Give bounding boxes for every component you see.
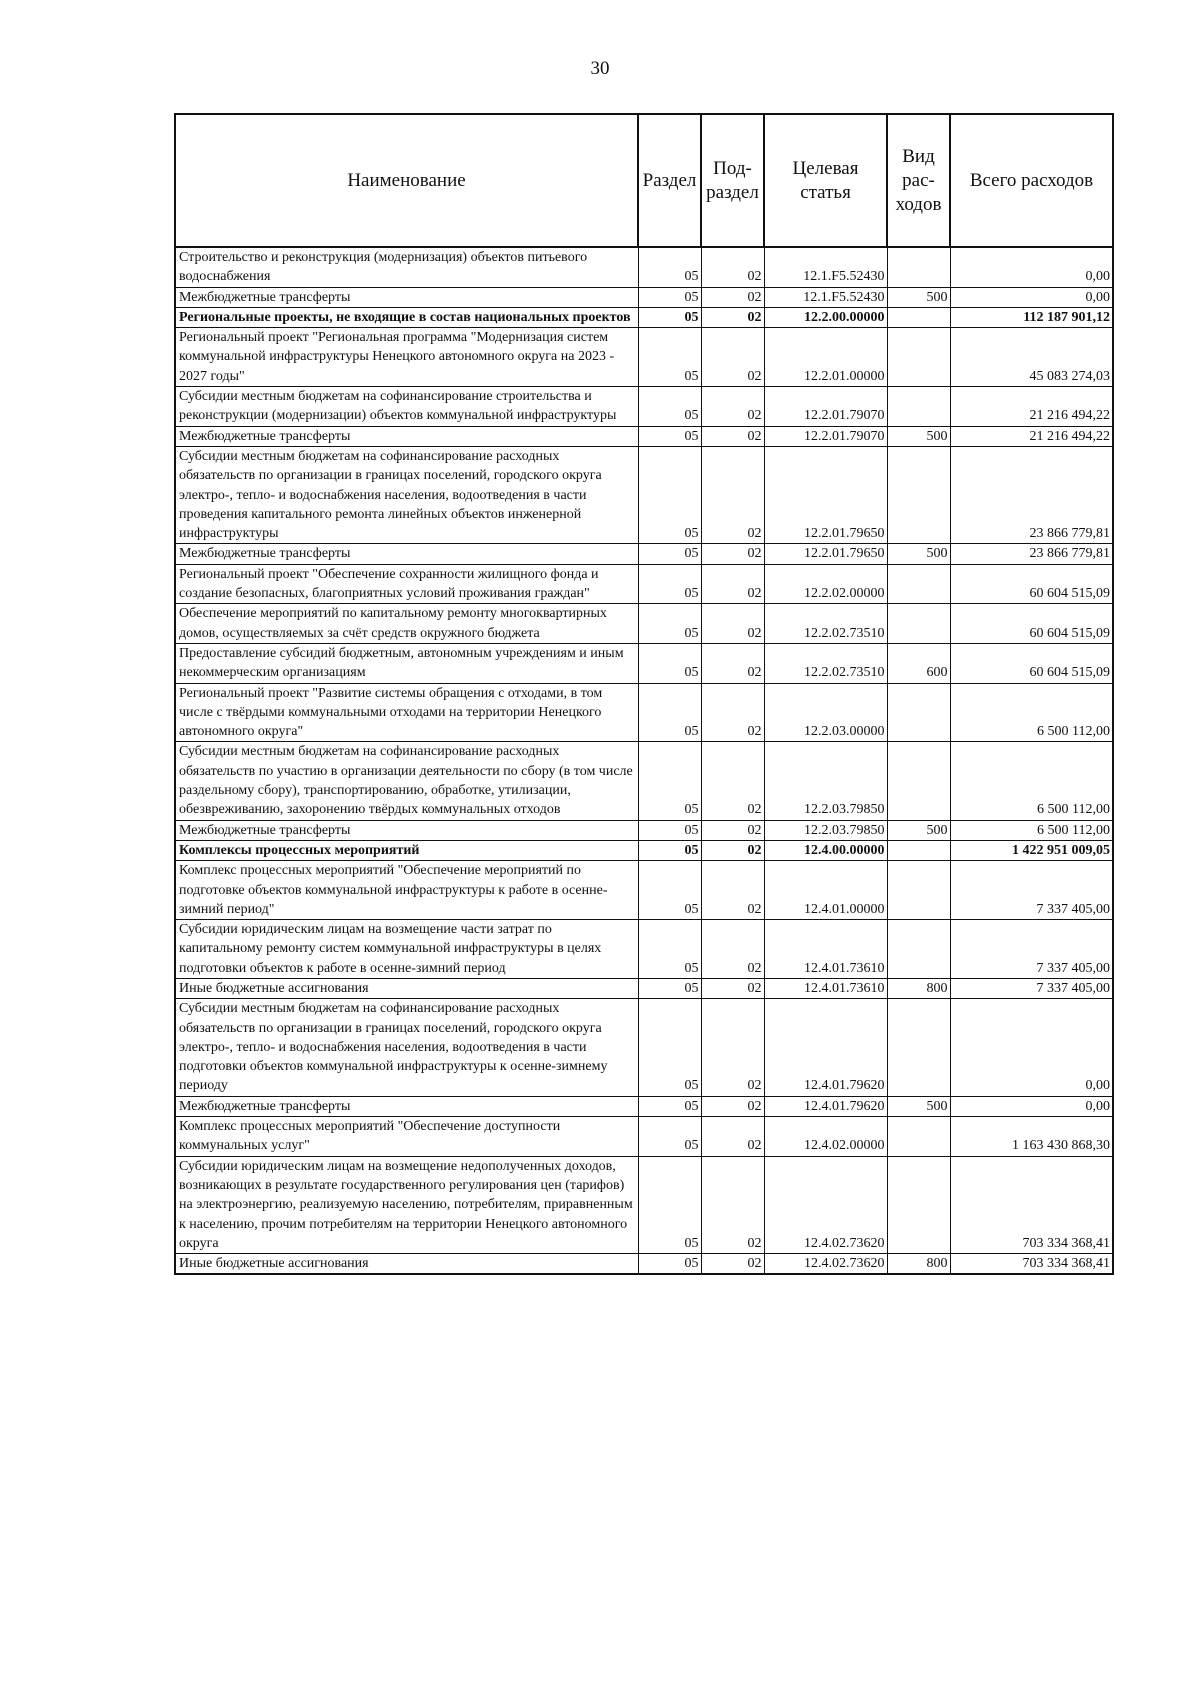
row-podrazdel: 02: [701, 287, 764, 307]
row-expense-type: [887, 247, 950, 287]
row-podrazdel: 02: [701, 1117, 764, 1157]
row-podrazdel: 02: [701, 426, 764, 446]
row-razdel: 05: [638, 446, 701, 543]
header-podrazdel: Под- раздел: [701, 114, 764, 247]
page-number: 30: [590, 58, 610, 79]
row-name: Иные бюджетные ассигнования: [175, 1254, 638, 1275]
header-vid: Вид рас- ходов: [887, 114, 950, 247]
table-row: [175, 1117, 1113, 1157]
row-total: 60 604 515,09: [950, 643, 1113, 683]
row-target-article: 12.2.03.00000: [764, 683, 887, 742]
row-total: 6 500 112,00: [950, 820, 1113, 840]
row-razdel: 05: [638, 999, 701, 1096]
row-name: Межбюджетные трансферты: [175, 544, 638, 564]
row-target-article: 12.4.00.00000: [764, 840, 887, 860]
row-expense-type: 600: [887, 643, 950, 683]
row-name: Межбюджетные трансферты: [175, 1096, 638, 1116]
row-razdel: 05: [638, 604, 701, 644]
row-total: 21 216 494,22: [950, 426, 1113, 446]
row-total: 703 334 368,41: [950, 1156, 1113, 1253]
header-total: Всего расходов: [950, 114, 1113, 247]
table-header: [175, 114, 1113, 247]
row-target-article: 12.2.02.73510: [764, 643, 887, 683]
row-name: Региональные проекты, не входящие в состав национальных проектов: [175, 307, 638, 327]
row-razdel: 05: [638, 307, 701, 327]
row-total: 45 083 274,03: [950, 328, 1113, 387]
table-row: [175, 920, 1113, 979]
row-target-article: 12.2.01.00000: [764, 328, 887, 387]
row-name: Строительство и реконструкция (модернизация) объектов питьевого водоснабжения: [175, 247, 638, 287]
row-total: 60 604 515,09: [950, 604, 1113, 644]
row-razdel: 05: [638, 820, 701, 840]
table-row: [175, 1156, 1113, 1253]
row-razdel: 05: [638, 643, 701, 683]
table-row: [175, 307, 1113, 327]
row-name: Межбюджетные трансферты: [175, 287, 638, 307]
row-total: 0,00: [950, 999, 1113, 1096]
row-podrazdel: 02: [701, 683, 764, 742]
table-row: [175, 643, 1113, 683]
row-expense-type: [887, 861, 950, 920]
row-razdel: 05: [638, 564, 701, 604]
row-total: 0,00: [950, 247, 1113, 287]
row-expense-type: 800: [887, 978, 950, 998]
table-row: [175, 978, 1113, 998]
row-target-article: 12.2.00.00000: [764, 307, 887, 327]
row-razdel: 05: [638, 1254, 701, 1275]
table-row: [175, 564, 1113, 604]
row-target-article: 12.4.02.00000: [764, 1117, 887, 1157]
table-row: [175, 1096, 1113, 1116]
row-total: 0,00: [950, 1096, 1113, 1116]
row-razdel: 05: [638, 287, 701, 307]
header-target: Целевая статья: [764, 114, 887, 247]
row-target-article: 12.4.01.00000: [764, 861, 887, 920]
row-podrazdel: 02: [701, 1254, 764, 1275]
row-podrazdel: 02: [701, 999, 764, 1096]
row-total: 1 422 951 009,05: [950, 840, 1113, 860]
row-name: Субсидии юридическим лицам на возмещение недополученных доходов, возникающих в результате государственного регулирования цен (тарифов) на электроэнергию, реализуемую населению, потребителям, приравненным к населению, прочим потребителям на территории Ненецкого автономного округа: [175, 1156, 638, 1253]
row-name: Комплекс процессных мероприятий "Обеспечение доступности коммунальных услуг": [175, 1117, 638, 1157]
row-razdel: 05: [638, 1156, 701, 1253]
row-name: Обеспечение мероприятий по капитальному ремонту многоквартирных домов, осуществляемых за счёт средств окружного бюджета: [175, 604, 638, 644]
table-row: [175, 683, 1113, 742]
row-podrazdel: 02: [701, 742, 764, 820]
row-razdel: 05: [638, 387, 701, 427]
row-total: 21 216 494,22: [950, 387, 1113, 427]
row-target-article: 12.2.01.79070: [764, 387, 887, 427]
row-razdel: 05: [638, 1117, 701, 1157]
row-target-article: 12.4.01.73610: [764, 920, 887, 979]
row-expense-type: 500: [887, 820, 950, 840]
row-razdel: 05: [638, 861, 701, 920]
budget-table: [174, 113, 1114, 1275]
row-podrazdel: 02: [701, 820, 764, 840]
row-expense-type: [887, 1156, 950, 1253]
row-name: Межбюджетные трансферты: [175, 426, 638, 446]
row-total: 703 334 368,41: [950, 1254, 1113, 1275]
row-target-article: 12.4.01.79620: [764, 999, 887, 1096]
row-podrazdel: 02: [701, 247, 764, 287]
table-body: [175, 247, 1113, 1274]
row-name: Комплекс процессных мероприятий "Обеспечение мероприятий по подготовке объектов коммунальной инфраструктуры к работе в осенне-зимний период": [175, 861, 638, 920]
row-name: Субсидии местным бюджетам на софинансирование расходных обязательств по организации в границах поселений, городского округа электро-, тепло- и водоснабжения населения, водоотведения в части подготовки объектов коммунальной инфраструктуры к осенне-зимнему периоду: [175, 999, 638, 1096]
row-name: Предоставление субсидий бюджетным, автономным учреждениям и иным некоммерческим организациям: [175, 643, 638, 683]
row-total: 6 500 112,00: [950, 742, 1113, 820]
row-razdel: 05: [638, 247, 701, 287]
row-razdel: 05: [638, 1096, 701, 1116]
table-row: [175, 387, 1113, 427]
row-podrazdel: 02: [701, 564, 764, 604]
row-podrazdel: 02: [701, 307, 764, 327]
row-expense-type: [887, 307, 950, 327]
row-target-article: 12.4.02.73620: [764, 1156, 887, 1253]
table-row: [175, 1254, 1113, 1275]
row-total: 23 866 779,81: [950, 446, 1113, 543]
row-expense-type: 500: [887, 1096, 950, 1116]
row-name: Субсидии местным бюджетам на софинансирование расходных обязательств по организации в границах поселений, городского округа электро-, тепло- и водоснабжения населения, водоотведения в части проведения капитального ремонта линейных объектов инженерной инфраструктуры: [175, 446, 638, 543]
row-podrazdel: 02: [701, 328, 764, 387]
row-expense-type: [887, 920, 950, 979]
row-podrazdel: 02: [701, 1096, 764, 1116]
row-total: 7 337 405,00: [950, 861, 1113, 920]
table-row: [175, 840, 1113, 860]
row-podrazdel: 02: [701, 446, 764, 543]
row-expense-type: [887, 328, 950, 387]
row-name: Комплексы процессных мероприятий: [175, 840, 638, 860]
row-target-article: 12.1.F5.52430: [764, 287, 887, 307]
row-razdel: 05: [638, 978, 701, 998]
row-total: 7 337 405,00: [950, 978, 1113, 998]
table-row: [175, 544, 1113, 564]
row-target-article: 12.4.02.73620: [764, 1254, 887, 1275]
row-target-article: 12.4.01.73610: [764, 978, 887, 998]
row-podrazdel: 02: [701, 861, 764, 920]
row-total: 6 500 112,00: [950, 683, 1113, 742]
row-expense-type: [887, 446, 950, 543]
row-podrazdel: 02: [701, 604, 764, 644]
row-razdel: 05: [638, 840, 701, 860]
row-target-article: 12.1.F5.52430: [764, 247, 887, 287]
row-expense-type: [887, 742, 950, 820]
row-total: 1 163 430 868,30: [950, 1117, 1113, 1157]
row-name: Региональный проект "Обеспечение сохранности жилищного фонда и создание безопасных, благоприятных условий проживания граждан": [175, 564, 638, 604]
header-name: Наименование: [175, 114, 638, 247]
row-expense-type: [887, 387, 950, 427]
row-podrazdel: 02: [701, 387, 764, 427]
row-razdel: 05: [638, 328, 701, 387]
row-expense-type: [887, 604, 950, 644]
table-row: [175, 247, 1113, 287]
table-row: [175, 426, 1113, 446]
row-expense-type: [887, 683, 950, 742]
row-expense-type: [887, 1117, 950, 1157]
table-row: [175, 820, 1113, 840]
row-name: Межбюджетные трансферты: [175, 820, 638, 840]
row-podrazdel: 02: [701, 840, 764, 860]
row-name: Субсидии местным бюджетам на софинансирование строительства и реконструкции (модернизации) объектов коммунальной инфраструктуры: [175, 387, 638, 427]
row-expense-type: 500: [887, 287, 950, 307]
row-podrazdel: 02: [701, 544, 764, 564]
row-target-article: 12.2.02.73510: [764, 604, 887, 644]
row-expense-type: 500: [887, 426, 950, 446]
row-target-article: 12.2.01.79650: [764, 544, 887, 564]
row-name: Субсидии местным бюджетам на софинансирование расходных обязательств по участию в организации деятельности по сбору (в том числе раздельному сбору), транспортированию, обработке, утилизации, обезвреживанию, захоронению твёрдых коммунальных отходов: [175, 742, 638, 820]
table-row: [175, 861, 1113, 920]
row-expense-type: 800: [887, 1254, 950, 1275]
row-razdel: 05: [638, 920, 701, 979]
row-expense-type: [887, 999, 950, 1096]
row-target-article: 12.2.02.00000: [764, 564, 887, 604]
row-total: 23 866 779,81: [950, 544, 1113, 564]
row-podrazdel: 02: [701, 978, 764, 998]
row-razdel: 05: [638, 544, 701, 564]
row-expense-type: [887, 840, 950, 860]
row-total: 112 187 901,12: [950, 307, 1113, 327]
table-row: [175, 287, 1113, 307]
table-row: [175, 328, 1113, 387]
row-expense-type: [887, 564, 950, 604]
table-row: [175, 742, 1113, 820]
header-razdel: Раздел: [638, 114, 701, 247]
row-name: Региональный проект "Развитие системы обращения с отходами, в том числе с твёрдыми коммунальными отходами на территории Ненецкого автономного округа": [175, 683, 638, 742]
row-total: 7 337 405,00: [950, 920, 1113, 979]
table-row: [175, 604, 1113, 644]
row-name: Субсидии юридическим лицам на возмещение части затрат по капитальному ремонту систем коммунальной инфраструктуры в целях подготовки объектов к работе в осенне-зимний период: [175, 920, 638, 979]
row-target-article: 12.2.01.79070: [764, 426, 887, 446]
table-row: [175, 446, 1113, 543]
row-razdel: 05: [638, 426, 701, 446]
table-row: [175, 999, 1113, 1096]
row-podrazdel: 02: [701, 920, 764, 979]
row-razdel: 05: [638, 683, 701, 742]
row-podrazdel: 02: [701, 1156, 764, 1253]
row-podrazdel: 02: [701, 643, 764, 683]
row-expense-type: 500: [887, 544, 950, 564]
row-target-article: 12.2.03.79850: [764, 820, 887, 840]
row-target-article: 12.2.03.79850: [764, 742, 887, 820]
row-name: Иные бюджетные ассигнования: [175, 978, 638, 998]
row-razdel: 05: [638, 742, 701, 820]
row-target-article: 12.2.01.79650: [764, 446, 887, 543]
row-total: 0,00: [950, 287, 1113, 307]
row-target-article: 12.4.01.79620: [764, 1096, 887, 1116]
row-total: 60 604 515,09: [950, 564, 1113, 604]
row-name: Региональный проект "Региональная программа "Модернизация систем коммунальной инфраструктуры Ненецкого автономного округа на 2023 - 2027 годы": [175, 328, 638, 387]
